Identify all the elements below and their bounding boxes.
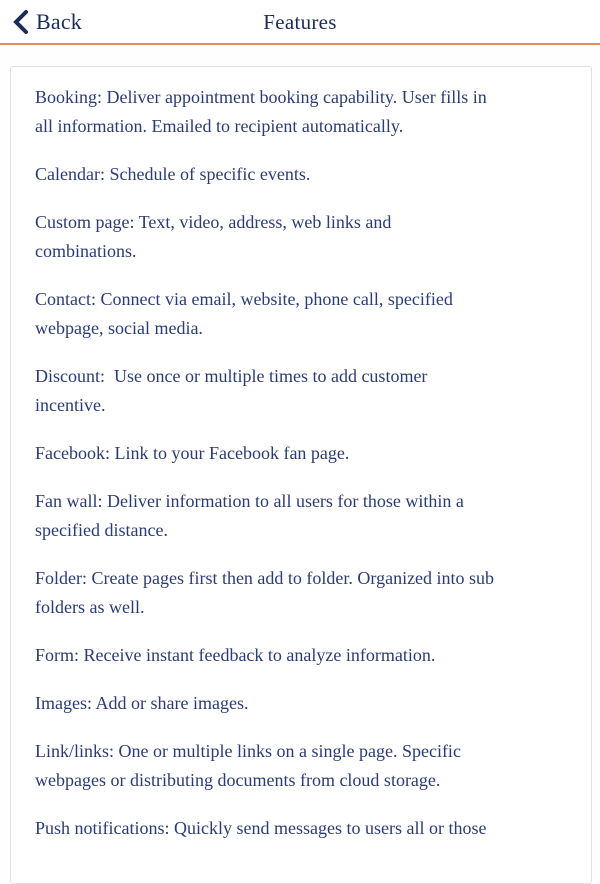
feature-item-custom-page (35, 208, 565, 266)
feature-line: webpage, social media. (35, 318, 203, 338)
feature-line: Facebook: Link to your Facebook fan page. (35, 443, 350, 463)
feature-line: Custom page: Text, video, address, web links and (35, 212, 392, 232)
navigation-bar (0, 0, 600, 44)
feature-line: folders as well. (35, 597, 145, 617)
feature-line: Images: Add or share images. (35, 693, 249, 713)
features-list (35, 83, 565, 843)
feature-item-images (35, 689, 565, 718)
features-card (10, 66, 592, 884)
feature-line: specified distance. (35, 520, 168, 540)
feature-item-link-links (35, 737, 565, 795)
back-label: Back (36, 9, 83, 34)
feature-line: Booking: Deliver appointment booking capability. User fills in (35, 87, 487, 107)
feature-line: Link/links: One or multiple links on a single page. Specific (35, 741, 461, 761)
feature-item-booking (35, 83, 565, 141)
header-divider (0, 43, 600, 45)
chevron-left-icon (12, 9, 29, 35)
feature-line: Contact: Connect via email, website, phone call, specified (35, 289, 453, 309)
feature-item-contact (35, 285, 565, 343)
page-title: Features (263, 10, 337, 34)
feature-line: Calendar: Schedule of specific events. (35, 164, 311, 184)
feature-item-form (35, 641, 565, 670)
feature-item-calendar (35, 160, 565, 189)
feature-line: webpages or distributing documents from cloud storage. (35, 770, 441, 790)
back-button[interactable] (12, 0, 82, 44)
feature-item-facebook (35, 439, 565, 468)
feature-line: incentive. (35, 395, 106, 415)
feature-line: all information. Emailed to recipient automatically. (35, 116, 404, 136)
feature-line: combinations. (35, 241, 137, 261)
feature-item-folder (35, 564, 565, 622)
feature-line: Fan wall: Deliver information to all users for those within a (35, 491, 464, 511)
feature-line: Form: Receive instant feedback to analyze information. (35, 645, 436, 665)
feature-item-fan-wall (35, 487, 565, 545)
feature-line: Discount: Use once or multiple times to add customer (35, 366, 428, 386)
feature-item-push-notifications (35, 814, 565, 843)
feature-line: Push notifications: Quickly send messages to users all or those (35, 818, 487, 838)
feature-line: Folder: Create pages first then add to folder. Organized into sub (35, 568, 495, 588)
feature-item-discount (35, 362, 565, 420)
